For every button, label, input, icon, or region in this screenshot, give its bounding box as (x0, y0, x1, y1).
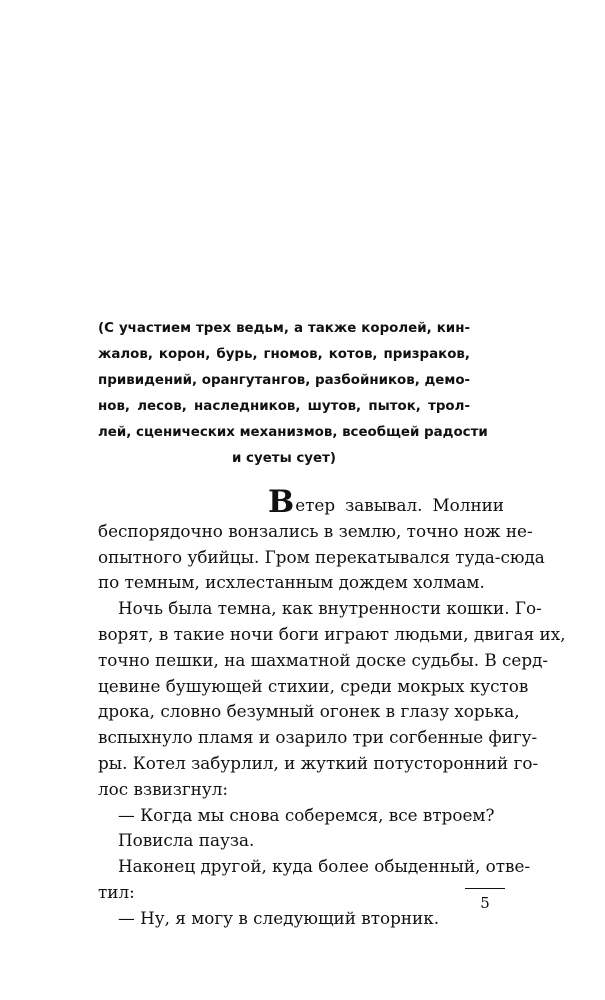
epigraph-line: жалов, корон, бурь, гномов, котов, призраков, (98, 347, 470, 362)
body-line: лос взвизгнул: (98, 778, 229, 799)
body-line: по темным, исхлестанным дождем холмам. (98, 572, 485, 593)
body-line: опытного убийцы. Гром перекатывался туда-сюда (98, 546, 545, 567)
body-line: тил: (98, 881, 135, 902)
body-line: Ночь была темна, как внутренности кошки. Го- (118, 598, 542, 619)
body-line-text: етер завывал. Молнии (295, 495, 504, 515)
body-line: дрока, словно безумный огонек в глазу хорька, (98, 701, 520, 722)
body-line: Повисла пауза. (118, 830, 255, 851)
page-number: 5 (480, 894, 490, 912)
epigraph-line: привидений, орангутангов, разбойников, демо- (98, 373, 471, 388)
dialogue-line: — Когда мы снова соберемся, все втроем? (118, 804, 495, 825)
body-line (98, 484, 504, 520)
epigraph-line: нов, лесов, наследников, шутов, пыток, трол- (98, 399, 470, 414)
body-line: ворят, в такие ночи боги играют людьми, двигая их, (98, 623, 566, 644)
body-line: беспорядочно вонзались в землю, точно нож не- (98, 520, 533, 541)
body-line: Наконец другой, куда более обыденный, отве- (118, 856, 531, 877)
body-line: вспыхнуло пламя и озарило три согбенные фигу- (98, 727, 538, 748)
epigraph-line: (С участием трех ведьм, а также королей, кин- (98, 321, 470, 336)
body-line: точно пешки, на шахматной доске судьбы. В серд- (98, 649, 549, 670)
epigraph-line: и суеты сует) (232, 451, 336, 466)
body-text (98, 484, 566, 932)
epigraph-line: лей, сценических механизмов, всеобщей радости (98, 425, 488, 440)
body-line: цевине бушующей стихии, среди мокрых кустов (98, 675, 529, 696)
body-line: ры. Котел забурлил, и жуткий потусторонний го- (98, 752, 539, 773)
footer-rule (465, 888, 505, 889)
epigraph (98, 316, 488, 472)
drop-cap: В (268, 484, 295, 520)
dialogue-line: — Ну, я могу в следующий вторник. (118, 907, 440, 928)
